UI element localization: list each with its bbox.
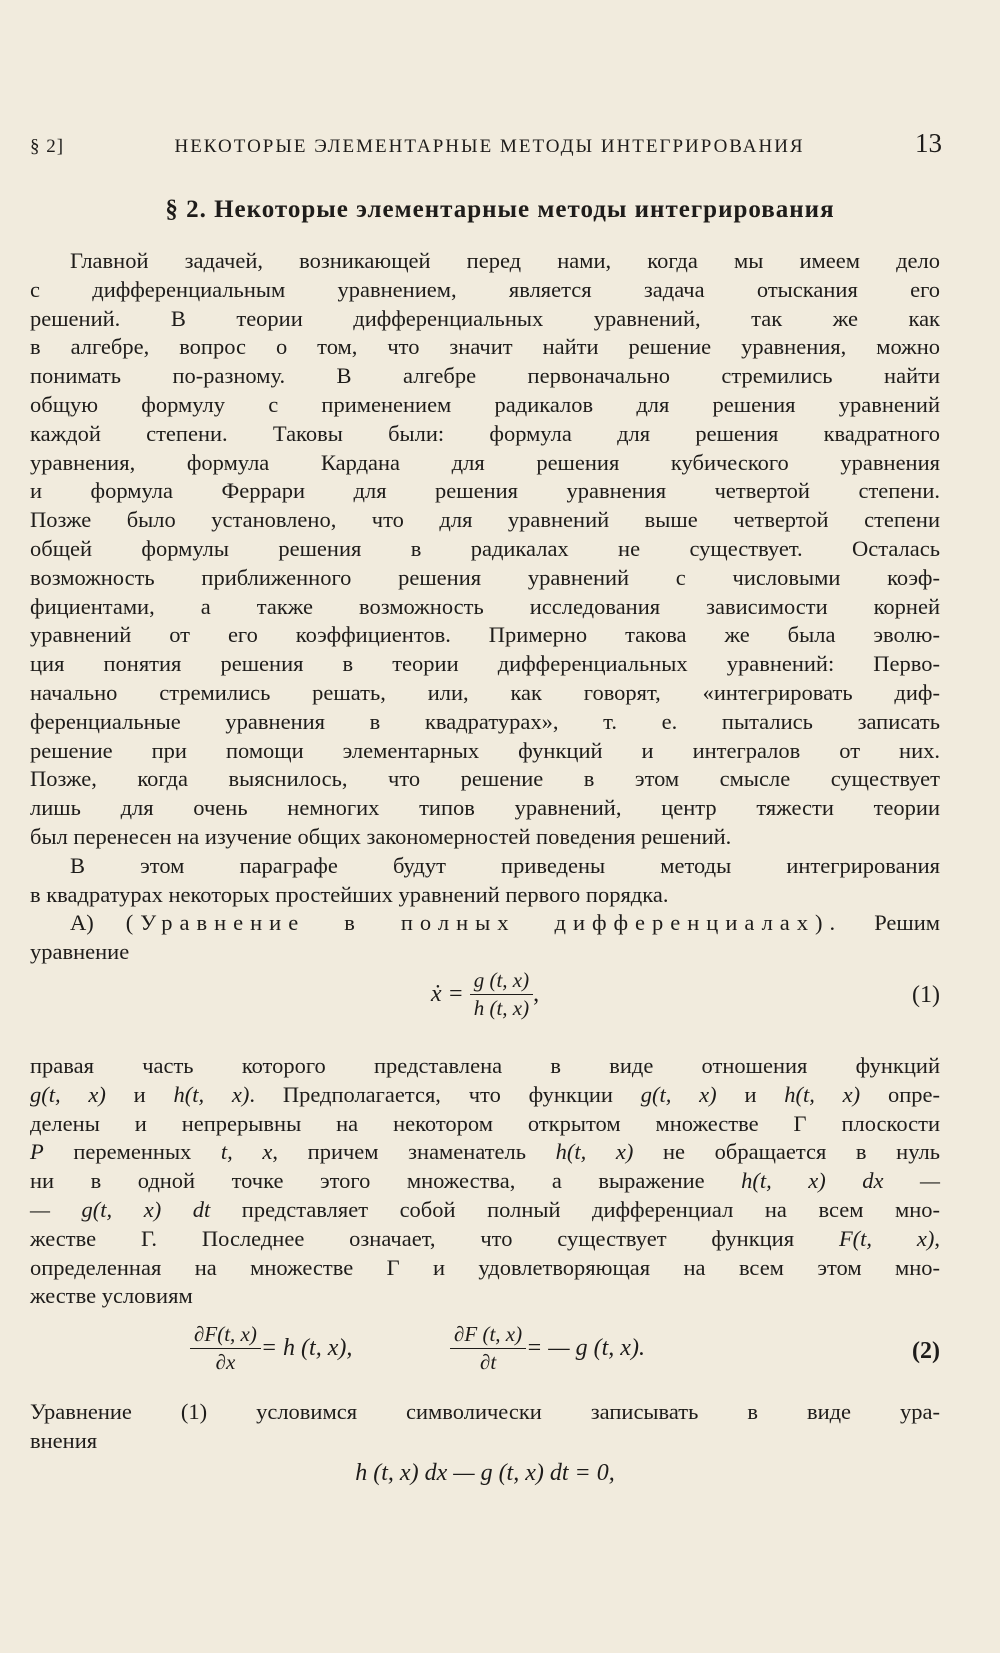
text-line: общую формулу с применением радикалов для решения уравнений	[30, 391, 940, 417]
paragraph-5	[30, 1398, 940, 1456]
eq2-denominator-2: ∂t	[479, 1350, 497, 1374]
page-number: 13	[915, 128, 942, 158]
eq2-rhs-1: = h (t, x),	[260, 1335, 353, 1361]
text-line: определенная на множестве Г и удовлетворяющая на всем этом мно-	[30, 1254, 940, 1280]
text-line: каждой степени. Таковы были: формула для решения квадратного	[30, 420, 940, 446]
eq1-punct: ,	[533, 981, 540, 1007]
text-line	[30, 1196, 940, 1225]
text-fragment: переменных	[43, 1139, 221, 1165]
eq2-fraction-1	[190, 1322, 261, 1375]
text-line: правая часть которого представлена в виде отношения функций	[30, 1053, 940, 1078]
text-line: ференциальные уравнения в квадратурах», т. е. пытались записать	[30, 708, 940, 734]
math-inline: — g(t, x) dt	[30, 1196, 211, 1222]
eq2-denominator-1: ∂x	[215, 1350, 236, 1374]
math-inline: g(t, x)	[640, 1081, 717, 1107]
text-fragment: ни в одной точке этого множества, а выражение	[30, 1168, 742, 1194]
text-line: Позже, когда выяснилось, что решение в этом смысле существует	[30, 766, 940, 792]
text-line: лишь для очень немногих типов уравнений, центр тяжести теории	[30, 795, 940, 821]
text-line: фициентами, а также возможность исследования зависимости корней	[30, 593, 940, 619]
item-label: А)	[70, 910, 94, 936]
equation-number: (2)	[912, 1338, 940, 1364]
text-line: Главной задачей, возникающей перед нами, когда мы имеем дело	[70, 248, 940, 273]
section-mark: § 2]	[30, 136, 65, 157]
text-fragment: Решим	[874, 910, 940, 936]
text-line: решений. В теории дифференциальных уравнений, так же как	[30, 305, 940, 331]
text-line: уравнения, формула Кардана для решения кубического уравнения	[30, 449, 940, 475]
text-line: решение при помощи элементарных функций и интегралов от них.	[30, 737, 940, 763]
text-fragment: опре-	[860, 1081, 940, 1107]
eq2-rhs-2: = — g (t, x).	[526, 1335, 645, 1361]
math-inline: g(t, x)	[30, 1081, 106, 1107]
text-fragment: ,	[934, 1225, 941, 1251]
text-fragment: и	[716, 1081, 785, 1107]
running-head	[30, 128, 942, 159]
text-line: общей формулы решения в радикалах не существует. Осталась	[30, 535, 940, 561]
text-line: с дифференциальным уравнением, является задача отыскания его	[30, 276, 940, 302]
eq1-denominator: h (t, x)	[473, 996, 530, 1020]
running-title: НЕКОТОРЫЕ ЭЛЕМЕНТАРНЫЕ МЕТОДЫ ИНТЕГРИРОВАНИЯ	[174, 136, 805, 157]
text-line	[30, 1225, 940, 1254]
text-line: делены и непрерывны на некотором открытом множестве Г плоскости	[30, 1110, 940, 1136]
equation-number: (1)	[912, 982, 940, 1008]
paragraph-1	[30, 247, 940, 967]
eq2-numerator-1: ∂F(t, x)	[190, 1322, 261, 1349]
text-line: и формула Феррари для решения уравнения четвертой степени.	[30, 478, 940, 504]
text-line	[30, 1081, 940, 1110]
math-inline: h(t, x)	[784, 1081, 861, 1107]
eq2-numerator-2: ∂F (t, x)	[450, 1322, 526, 1349]
text-line: начально стремились решать, или, как говорят, «интегрировать диф-	[30, 679, 940, 705]
eq1-lhs: ẋ =	[430, 981, 464, 1007]
text-line: понимать по-разному. В алгебре первоначально стремились найти	[30, 363, 940, 389]
equation-3	[30, 1460, 940, 1496]
spaced-title: (Уравнение в полных дифференциалах).	[125, 910, 843, 936]
eq2-fraction-2	[450, 1322, 526, 1375]
equation-1	[30, 968, 940, 1028]
eq1-fraction	[470, 968, 533, 1021]
text-line: уравнений от его коэффициентов. Примерно такова же была эволю-	[30, 622, 940, 648]
math-inline: P	[30, 1139, 44, 1165]
text-fragment: жестве Г. Последнее означает, что существует функция	[30, 1225, 839, 1251]
text-line: Уравнение (1) условимся символически записывать в виде ура-	[30, 1399, 940, 1424]
math-inline: h(t, x)	[555, 1139, 634, 1165]
text-fragment: представляет собой полный дифференциал на всем мно-	[210, 1196, 940, 1222]
text-line	[30, 909, 940, 938]
eq3-expression: h (t, x) dx — g (t, x) dt = 0,	[355, 1460, 615, 1486]
text-line	[30, 1167, 940, 1196]
paragraph-4	[30, 1052, 940, 1311]
text-line: Позже было установлено, что для уравнений выше четвертой степени	[30, 507, 940, 533]
text-line: возможность приближенного решения уравнений с числовыми коэф-	[30, 564, 940, 590]
section-heading: § 2. Некоторые элементарные методы интегрирования	[165, 196, 835, 223]
text-line: жестве условиям	[30, 1283, 193, 1309]
text-line	[30, 1138, 940, 1167]
math-inline: h(t, x) dx —	[741, 1168, 940, 1194]
math-inline: h(t, x)	[173, 1081, 250, 1107]
text-line: внения	[30, 1427, 98, 1453]
text-line: был перенесен на изучение общих закономерностей поведения решений.	[30, 823, 732, 849]
eq1-numerator: g (t, x)	[470, 968, 533, 995]
text-line: в алгебре, вопрос о том, что значит найти решение уравнения, можно	[30, 334, 940, 360]
text-line: В этом параграфе будут приведены методы интегрирования	[70, 852, 940, 878]
text-fragment: и	[105, 1081, 174, 1107]
text-fragment: не обращается в нуль	[633, 1139, 940, 1165]
math-inline: F(t, x)	[838, 1225, 935, 1251]
text-line: уравнение	[30, 939, 130, 965]
equation-2	[30, 1322, 940, 1386]
text-fragment: . Предполагается, что функции	[249, 1081, 641, 1107]
math-inline: t, x	[220, 1139, 273, 1165]
text-line: в квадратурах некоторых простейших уравнений первого порядка.	[30, 881, 669, 907]
text-fragment: , причем знаменатель	[272, 1139, 556, 1165]
text-line: ция понятия решения в теории дифференциальных уравнений: Перво-	[30, 651, 940, 677]
